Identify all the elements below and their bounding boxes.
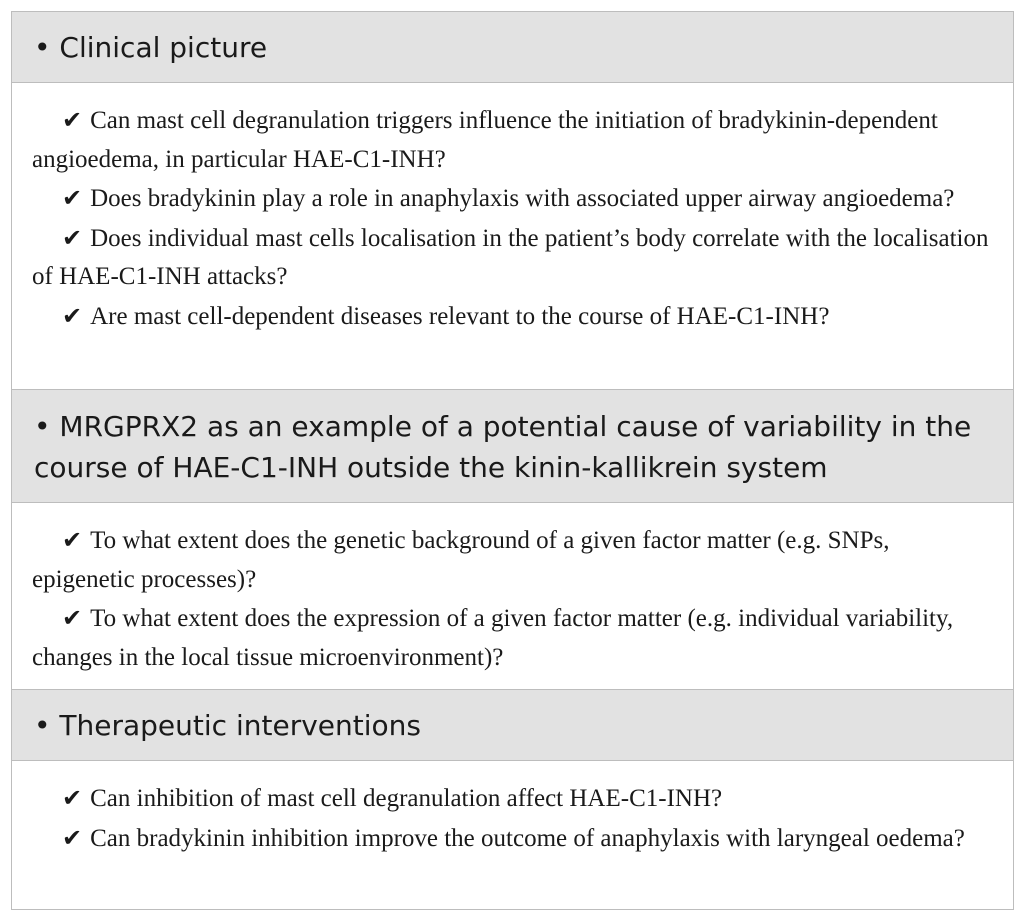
section-body-therapeutic-interventions <box>12 761 1013 909</box>
list-item <box>32 779 997 819</box>
item-text: To what extent does the expression of a given factor matter (e.g. individual variability, changes in the local tissue microenvironment)? <box>32 605 954 671</box>
list-item <box>32 599 997 677</box>
item-text: Can bradykinin inhibition improve the outcome of anaphylaxis with laryngeal oedema? <box>90 824 965 852</box>
item-text: Does bradykinin play a role in anaphylaxis with associated upper airway angioedema? <box>90 185 955 212</box>
list-item <box>32 819 997 859</box>
section-body-clinical-picture <box>12 83 1013 390</box>
item-text: Can mast cell degranulation triggers influence the initiation of bradykinin-dependent angioedema, in particular HAE-C1-INH? <box>32 107 938 173</box>
section-title: • MRGPRX2 as an example of a potential cause of variability in the course of HAE-C1-INH outside the kinin-kallikrein system <box>34 410 972 484</box>
checkmark-icon: ✔ <box>62 604 83 632</box>
checkmark-icon: ✔ <box>62 301 83 330</box>
list-item <box>32 219 997 297</box>
checkmark-icon: ✔ <box>62 223 83 252</box>
item-text: Does individual mast cells localisation in the patient’s body correlate with the localisation of HAE-C1-INH attacks? <box>32 224 989 290</box>
section-header-clinical-picture <box>12 12 1013 83</box>
checkmark-icon: ✔ <box>62 823 83 852</box>
list-item <box>32 179 997 219</box>
list-item <box>32 521 997 599</box>
list-item <box>32 101 997 179</box>
list-item <box>32 297 997 337</box>
section-title: • Therapeutic interventions <box>34 708 421 742</box>
checkmark-icon: ✔ <box>62 784 83 812</box>
section-body-mrgprx2 <box>12 503 1013 690</box>
checkmark-icon: ✔ <box>62 526 83 554</box>
section-title: • Clinical picture <box>34 30 268 64</box>
item-text: Can inhibition of mast cell degranulation affect HAE-C1-INH? <box>90 785 723 812</box>
checkmark-icon: ✔ <box>62 184 83 212</box>
questions-table <box>11 11 1014 910</box>
section-header-therapeutic-interventions <box>12 690 1013 761</box>
item-text: To what extent does the genetic background of a given factor matter (e.g. SNPs, epigenetic processes)? <box>32 527 890 593</box>
item-text: Are mast cell-dependent diseases relevant to the course of HAE-C1-INH? <box>90 302 830 330</box>
checkmark-icon: ✔ <box>62 106 83 134</box>
section-header-mrgprx2 <box>12 390 1013 503</box>
